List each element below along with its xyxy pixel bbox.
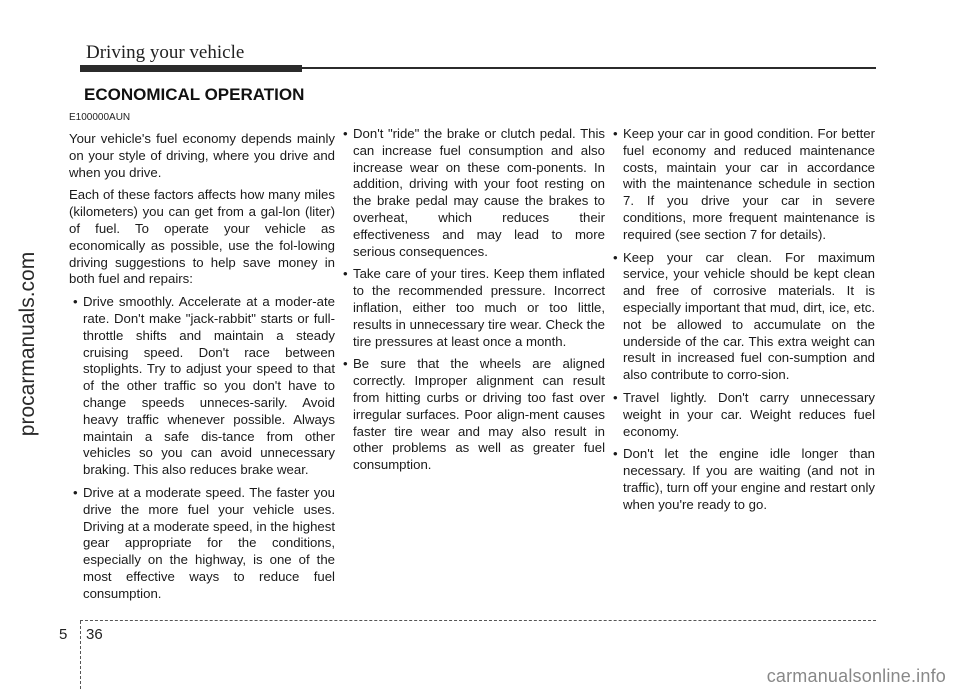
bullet-item: • Drive at a moderate speed. The faster you drive the more fuel your vehicle uses. Driving at a moderate speed, in the highest gear appropriate for the conditions, especially on the highway, is one of the most effective ways to reduce fuel consumption. <box>69 485 335 603</box>
bullet-list <box>69 294 335 602</box>
bottom-watermark: carmanualsonline.info <box>766 666 946 686</box>
header-bar <box>80 65 302 72</box>
footer-divider <box>80 621 81 689</box>
bullet-item: • Don't let the engine idle longer than necessary. If you are waiting (and not in traffic), turn off your engine and restart only when you're ready to go. <box>609 446 875 513</box>
bullet-item: • Drive smoothly. Accelerate at a moder-ate rate. Don't make "jack-rabbit" starts or full-throttle shifts and maintain a steady cruising speed. Don't race between stoplights. Try to adjust your speed to that of the other traffic so you don't have to change speeds unneces-sarily. Avoid heavy traffic whenever possible. Always maintain a safe dis-tance from other vehicles so you can avoid unnecessary braking. This also reduces brake wear. <box>69 294 335 479</box>
bullet-list <box>609 126 875 514</box>
chapter-number: 5 <box>59 626 68 643</box>
column-2 <box>339 126 605 480</box>
bullet-list <box>339 126 605 474</box>
bullet-item: • Keep your car in good condition. For better fuel economy and reduced maintenance costs, maintain your car in accordance with the maintenance schedule in section 7. If you drive your car in severe conditions, more frequent maintenance is required (see section 7 for details). <box>609 126 875 244</box>
intro-paragraph: Your vehicle's fuel economy depends mainly on your style of driving, where you drive and when you drive. <box>69 131 335 180</box>
intro-paragraph: Each of these factors affects how many miles (kilometers) you can get from a gal-lon (liter) of fuel. To operate your vehicle as economically as possible, use the fol-lowing driving suggestions to help save money in both fuel and repairs: <box>69 187 335 287</box>
bullet-item: • Don't "ride" the brake or clutch pedal. This can increase fuel consumption and also increase wear on these com-ponents. In addition, driving with your foot resting on the brake pedal may cause the brakes to overheat, which reduces their effectiveness and may lead to more serious consequences. <box>339 126 605 260</box>
header-title: Driving your vehicle <box>86 42 245 63</box>
bullet-item: • Keep your car clean. For maximum service, your vehicle should be kept clean and free of corrosive materials. It is especially important that mud, dirt, ice, etc. not be allowed to accumulate on the underside of the car. This extra weight can result in increased fuel con-sumption and also contribute to corro-sion. <box>609 250 875 384</box>
section-title: ECONOMICAL OPERATION <box>84 85 305 104</box>
column-3 <box>609 126 875 520</box>
bullet-item: • Travel lightly. Don't carry unnecessary weight in your car. Weight reduces fuel economy. <box>609 390 875 440</box>
footer-rule <box>80 620 876 621</box>
side-watermark: procarmanuals.com <box>16 251 39 437</box>
column-1 <box>69 111 335 609</box>
bullet-item: • Be sure that the wheels are aligned correctly. Improper alignment can result from hitting curbs or driving too fast over irregular surfaces. Poor align-ment causes faster tire wear and may also result in other problems as well as greater fuel consumption. <box>339 356 605 474</box>
header-rule <box>302 67 876 69</box>
bullet-item: • Take care of your tires. Keep them inflated to the recommended pressure. Incorrect inflation, either too much or too little, results in unnecessary tire wear. Check the tire pressures at least once a month. <box>339 266 605 350</box>
page-number: 36 <box>86 626 103 643</box>
section-code: E100000AUN <box>69 112 131 123</box>
